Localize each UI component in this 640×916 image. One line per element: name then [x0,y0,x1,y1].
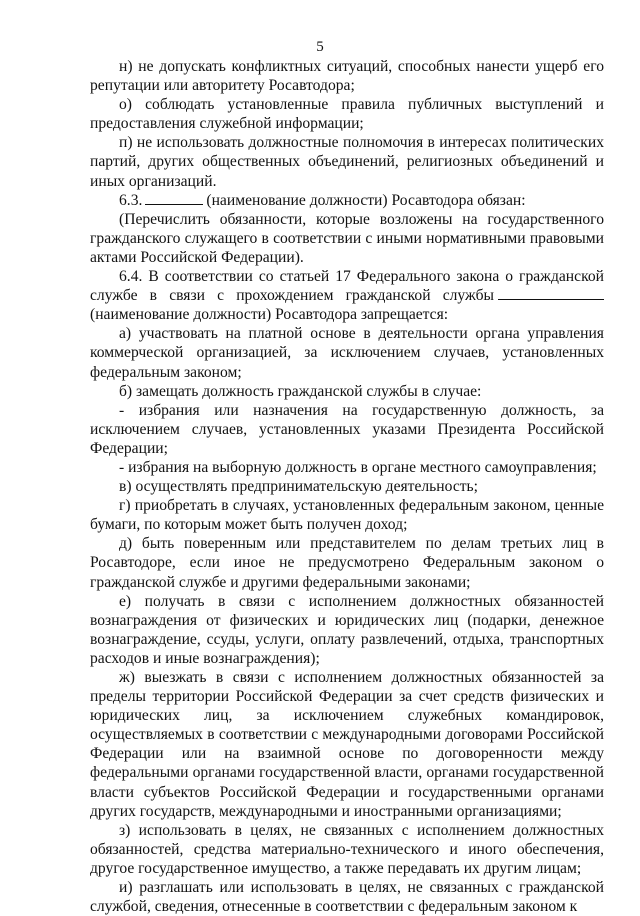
section-6-4 [90,267,604,324]
item-b-2: - избрания на выборную должность в органе местного самоуправления; [119,458,597,476]
item-b-1: - избрания или назначения на государственную должность, за исключением случаев, установленных указами Президента Российской Федерации; [90,401,604,457]
item-i: и) разглашать или использовать в целях, не связанных с гражданской службой, сведения, отнесенные в соответствии с федеральным законом к [90,879,604,916]
item-o: о) соблюдать установленные правила публичных выступлений и предоставления служебной информации; [90,96,604,133]
item-b: б) замещать должность гражданской службы в случае: [119,382,482,400]
section-6-3-text: (наименование должности) Росавтодора обязан: [206,191,526,209]
item-a: а) участвовать на платной основе в деятельности органа управления коммерческой организацией, за исключением случаев, установленных федеральным законом; [90,325,604,381]
blank-line [145,192,203,205]
item-z: з) использовать в целях, не связанных с исполнением должностных обязанностей, средства материально-технического и иного обеспечения, другое государственное имущество, а также передавать их другим лицам; [90,821,604,877]
document-body [90,57,604,916]
section-6-3 [90,191,604,210]
section-6-3-number: 6.3. [119,191,143,209]
section-6-4-text-after: (наименование должности) Росавтодора запрещается: [90,306,449,324]
blank-line [498,287,604,300]
item-n: н) не допускать конфликтных ситуаций, способных нанести ущерб его репутации или авторитету Росавтодора; [90,58,604,95]
page-number: 5 [316,39,324,55]
item-v: в) осуществлять предпринимательскую деятельность; [119,478,479,496]
section-6-3-note: (Перечислить обязанности, которые возложены на государственного гражданского служащего в соответствии с иными нормативными правовыми актами Российской Федерации). [90,210,604,266]
item-zh: ж) выезжать в связи с исполнением должностных обязанностей за пределы территории Российской Федерации за счет средств физических и юридических лиц, за исключением служебных командировок, осуществляемых в соответствии с международными договорами Российской Федерации или на взаимной основе по договоренности между федеральными органами государственной власти, органами государственной власти субъектов Российской Федерации и государственными органами других государств, международными и иностранными организациями; [90,669,604,820]
item-e: е) получать в связи с исполнением должностных обязанностей вознаграждения от физических и юридических лиц (подарки, денежное вознаграждение, ссуды, услуги, оплату развлечений, отдыха, транспортных расходов и иные вознаграждения); [90,592,604,667]
item-g: г) приобретать в случаях, установленных федеральным законом, ценные бумаги, по которым может быть получен доход; [90,497,604,534]
item-p: п) не использовать должностные полномочия в интересах политических партий, других общественных объединений, религиозных объединений и иных организаций. [90,134,604,190]
item-d: д) быть поверенным или представителем по делам третьих лиц в Росавтодоре, если иное не предусмотрено Федеральным законом о гражданской службе и другими федеральными законами; [90,535,604,591]
section-6-4-text-before: 6.4. В соответствии со статьей 17 Федерального закона о гражданской службе в связи с прохождением гражданской службы [90,268,604,305]
